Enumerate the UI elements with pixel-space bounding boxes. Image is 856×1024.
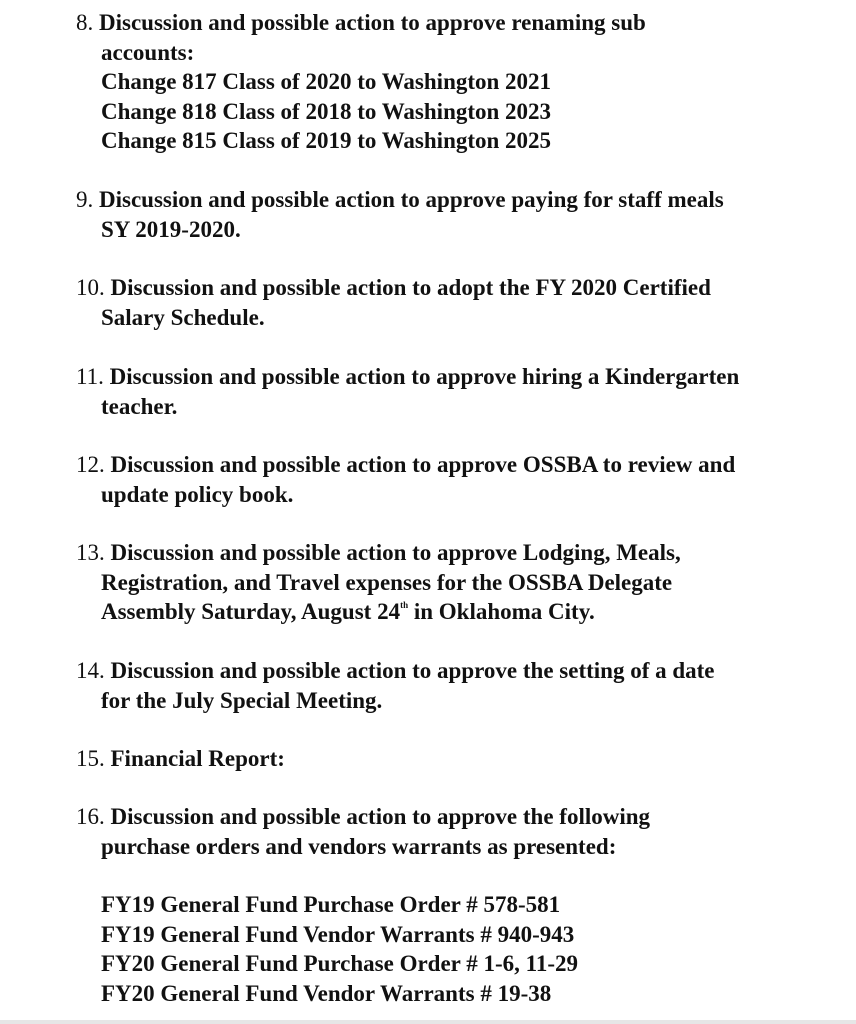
item-text: Discussion and possible action to approve the following <box>110 804 651 829</box>
agenda-item-14 <box>76 656 816 715</box>
fund-line: FY20 General Fund Vendor Warrants # 19-38 <box>101 980 552 1006</box>
item-number: 9. <box>76 187 94 212</box>
item-text: Change 817 Class of 2020 to Washington 2021 <box>101 69 552 94</box>
item-text: Registration, and Travel expenses for the OSSBA Delegate <box>101 569 673 595</box>
item-text: accounts: <box>101 39 195 65</box>
item-text: Discussion and possible action to approve paying for staff meals <box>99 187 724 212</box>
item-text: in Oklahoma City. <box>408 599 595 624</box>
agenda-item-9 <box>76 185 816 244</box>
item-text: Change 815 Class of 2019 to Washington 2025 <box>101 128 552 153</box>
fund-line: FY20 General Fund Purchase Order # 1-6, 11-29 <box>101 951 579 976</box>
agenda-item-15 <box>76 744 816 774</box>
item-number: 14. <box>76 658 105 683</box>
page-bottom-edge <box>0 1020 856 1024</box>
agenda-item-10 <box>76 273 816 332</box>
item-number: 15. <box>76 746 105 771</box>
agenda-item-11 <box>76 362 816 421</box>
item-text: teacher. <box>101 393 178 419</box>
item-number: 16. <box>76 804 105 829</box>
item-text: Discussion and possible action to approve the setting of a date <box>110 658 715 683</box>
item-text: Discussion and possible action to adopt the FY 2020 Certified <box>110 275 711 300</box>
item-text: Financial Report: <box>110 746 285 771</box>
agenda-item-13 <box>76 538 816 627</box>
item-text: for the July Special Meeting. <box>101 687 383 713</box>
item-number: 12. <box>76 452 105 477</box>
fund-list <box>76 890 816 1008</box>
item-text: Discussion and possible action to approve OSSBA to review and <box>110 452 736 477</box>
fund-line: FY19 General Fund Vendor Warrants # 940-943 <box>101 921 575 947</box>
item-text: Discussion and possible action to approve renaming sub <box>99 10 646 35</box>
agenda-item-12 <box>76 450 816 509</box>
item-number: 13. <box>76 540 105 565</box>
item-text: Discussion and possible action to approve hiring a Kindergarten <box>109 364 740 389</box>
item-number: 8. <box>76 10 94 35</box>
item-number: 10. <box>76 275 105 300</box>
ordinal-suffix: th <box>400 600 409 610</box>
agenda-item-16 <box>76 802 816 861</box>
fund-line: FY19 General Fund Purchase Order # 578-581 <box>101 892 561 917</box>
item-text: Discussion and possible action to approve Lodging, Meals, <box>110 540 681 565</box>
item-text: purchase orders and vendors warrants as presented: <box>101 833 617 859</box>
item-text: Salary Schedule. <box>101 304 265 330</box>
item-text: Assembly Saturday, August 24 <box>101 599 401 624</box>
item-text: update policy book. <box>101 481 294 507</box>
item-text: Change 818 Class of 2018 to Washington 2023 <box>101 98 552 124</box>
item-text-with-date <box>76 597 816 627</box>
agenda-item-8 <box>76 8 816 156</box>
item-number: 11. <box>76 364 104 389</box>
item-text: SY 2019-2020. <box>101 216 241 242</box>
